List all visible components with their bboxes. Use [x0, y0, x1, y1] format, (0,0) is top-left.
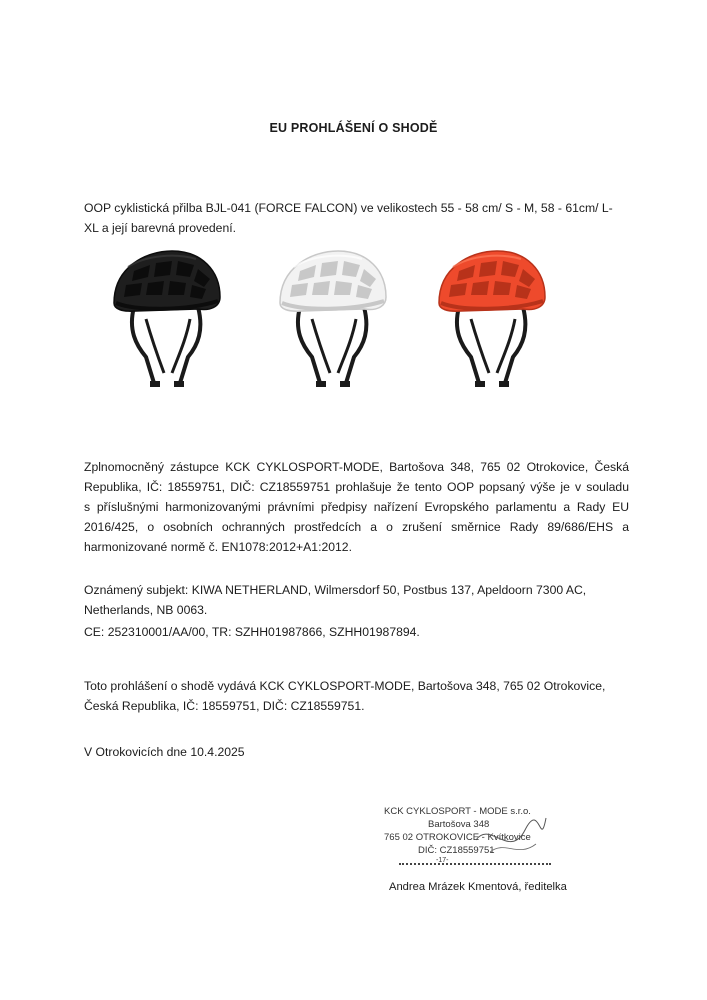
product-line-1: OOP cyklistická přilba BJL-041 (FORCE FALCON) ve velikostech 55 - 58 cm/ S - M, 58 - 61cm/ L- [84, 201, 613, 215]
place-and-date: V Otrokovicích dne 10.4.2025 [84, 745, 245, 759]
issuer-line-2: Česká Republika, IČ: 18559751, DIČ: CZ18559751. [84, 699, 365, 713]
stamp-street: Bartošova 348 [428, 819, 490, 830]
representative-line-5: harmonizované normě č. EN1078:2012+A1:2012. [84, 540, 352, 554]
notified-body-line-2: Netherlands, NB 0063. [84, 603, 208, 617]
document-title: EU PROHLÁŠENÍ O SHODĚ [269, 121, 438, 135]
representative-line-1: Zplnomocněný zástupce KCK CYKLOSPORT-MODE, Bartošova 348, 765 02 Otrokovice, Česká [84, 460, 629, 474]
representative-line-3: s příslušnými harmonizovanými právními předpisy nařízení Evropského parlamentu a Rady EU [84, 500, 629, 514]
stamp-number: -17- [436, 857, 449, 864]
notified-body [84, 580, 629, 620]
signer-name: Andrea Mrázek Kmentová, ředitelka [389, 881, 567, 893]
ce-certificates [84, 622, 629, 642]
helmet-white-image [272, 245, 392, 400]
ce-line: CE: 252310001/AA/00, TR: SZHH01987866, SZHH01987894. [84, 625, 420, 639]
issuer-line-1: Toto prohlášení o shodě vydává KCK CYKLOSPORT-MODE, Bartošova 348, 765 02 Otrokovice, [84, 679, 606, 693]
representative-line-4: 2016/425, o osobních ochranných prostředcích a o zrušení směrnice Rady 89/686/EHS a [84, 520, 629, 534]
stamp-company: KCK CYKLOSPORT - MODE s.r.o. [384, 806, 531, 817]
representative-declaration [84, 457, 629, 557]
product-description [84, 198, 629, 238]
issuer-statement [84, 676, 629, 716]
helmet-black-image [106, 245, 226, 400]
notified-body-line-1: Oznámený subjekt: KIWA NETHERLAND, Wilmersdorf 50, Postbus 137, Apeldoorn 7300 AC, [84, 583, 587, 597]
signature-scribble [470, 810, 550, 870]
representative-line-2: Republika, IČ: 18559751, DIČ: CZ18559751 prohlašuje že tento OOP popsaný výše je v souladu [84, 480, 629, 494]
stamp-city: 765 02 OTROKOVICE - Kvítkovice [384, 832, 531, 843]
product-line-2: XL a její barevná provedení. [84, 221, 236, 235]
stamp-vat: DIČ: CZ18559751 [418, 845, 495, 856]
helmet-red-image [431, 245, 551, 400]
signature-line [399, 863, 551, 865]
